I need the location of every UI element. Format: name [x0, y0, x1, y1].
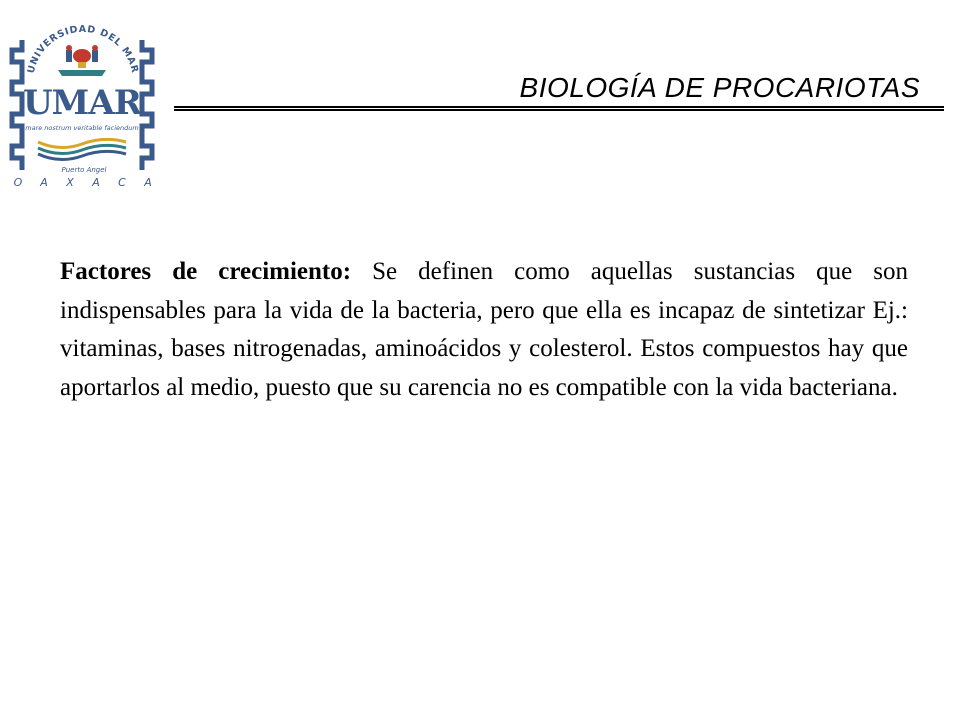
logo-monogram: UMAR [23, 83, 141, 123]
logo-motto: mare nostrum veritable faciendum [25, 124, 139, 132]
crest-emblem [58, 45, 106, 76]
logo-arc-text: UNIVERSIDAD DEL MAR [25, 23, 141, 75]
definition-text: Se definen como aquellas sustancias que son indispensables para la vida de la bacteria, pero que ella es incapaz de sintetizar Ej.: vitaminas, bases nitrogenadas, aminoácidos y colesterol. Estos compuestos hay que aportarlos al medio, puesto que su carencia no es compatible con la vida bacteriana. [60, 258, 908, 401]
university-logo [4, 10, 160, 188]
logo-waves [38, 139, 126, 159]
logo-state-letter: A [92, 176, 100, 188]
logo-place: Puerto Angel [61, 166, 107, 174]
left-fret-pattern [12, 40, 22, 170]
logo-state-letter: X [66, 176, 74, 188]
definition-term: Factores de crecimiento: [60, 258, 352, 285]
logo-state-letters [14, 176, 152, 188]
definition-paragraph [60, 253, 908, 407]
title-divider [174, 106, 944, 111]
logo-state-letter: A [144, 176, 152, 188]
logo-state-letter: C [118, 176, 126, 188]
slide-title: BIOLOGÍA DE PROCARIOTAS [519, 72, 920, 103]
university-logo-graphic [4, 10, 160, 188]
logo-state-letter: A [40, 176, 48, 188]
right-fret-pattern [142, 40, 152, 170]
logo-state-letter: O [13, 176, 23, 188]
